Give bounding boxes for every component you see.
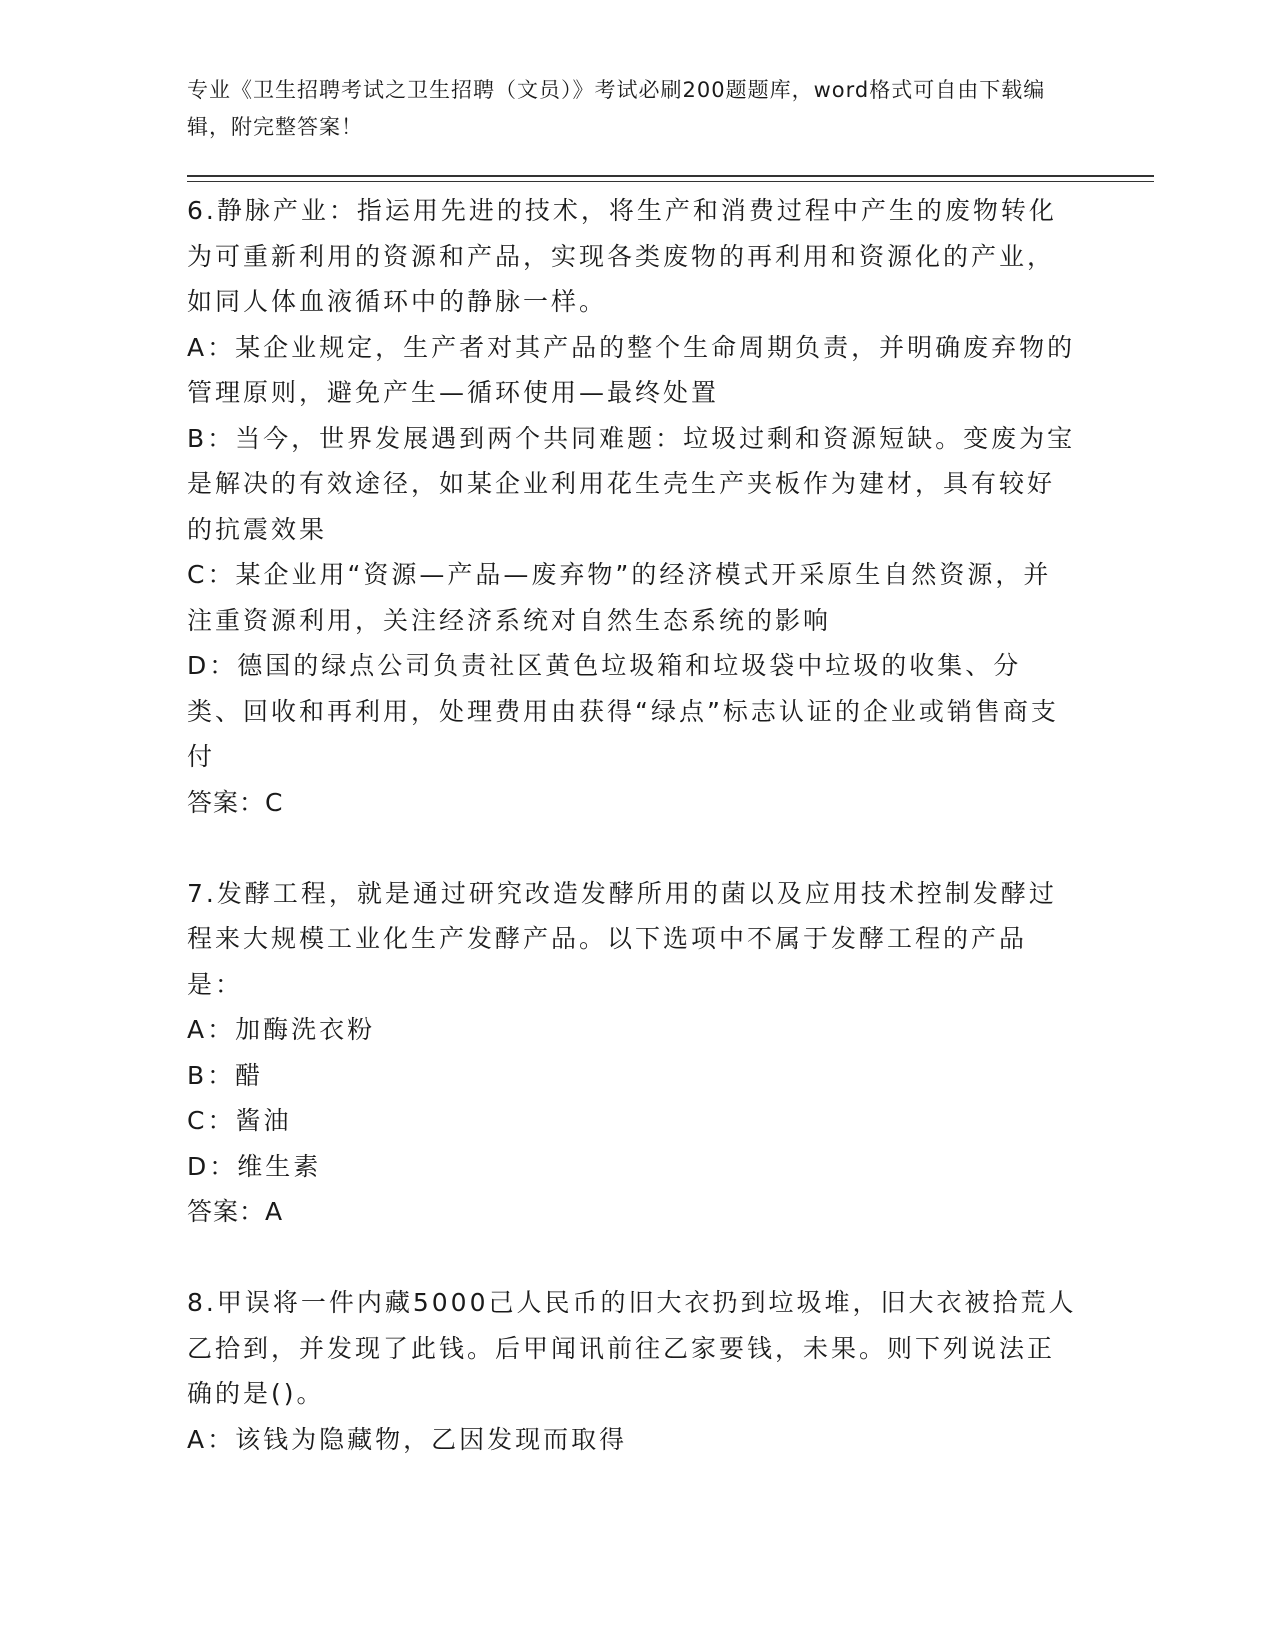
- document-header: [187, 72, 1067, 146]
- question-8: [187, 1280, 1077, 1462]
- option-a: A：某企业规定，生产者对其产品的整个生命周期负责，并明确废弃物的管理原则，避免产生—循环使用—最终处置: [187, 332, 1076, 407]
- question-stem: 6.静脉产业：指运用先进的技术，将生产和消费过程中产生的废物转化为可重新利用的资源和产品，实现各类废物的再利用和资源化的产业，如同人体血液循环中的静脉一样。: [187, 196, 1057, 316]
- option-a: A：该钱为隐藏物，乙因发现而取得: [187, 1424, 628, 1454]
- header-divider-thick: [187, 175, 1154, 177]
- option-a: A：加酶洗衣粉: [187, 1015, 376, 1044]
- option-d: D：德国的绿点公司负责社区黄色垃圾箱和垃圾袋中垃圾的收集、分类、回收和再利用，处理费用由获得“绿点”标志认证的企业或销售商支付: [187, 651, 1059, 771]
- question-6: [187, 188, 1077, 825]
- header-divider-thin: [187, 181, 1154, 182]
- option-c: C：酱油: [187, 1106, 292, 1135]
- header-text: 专业《卫生招聘考试之卫生招聘（文员）》考试必刷200题题库，word格式可自由下载编辑，附完整答案！: [187, 78, 1046, 139]
- question-stem: 7.发酵工程，就是通过研究改造发酵所用的菌以及应用技术控制发酵过程来大规模工业化生产发酵产品。以下选项中不属于发酵工程的产品是：: [187, 878, 1057, 999]
- question-stem: 8.甲误将一件内藏5000己人民币的旧大衣扔到垃圾堆，旧大衣被拾荒人乙拾到，并发现了此钱。后甲闻讯前往乙家要钱，未果。则下列说法正确的是()。: [187, 1288, 1077, 1408]
- option-c: C：某企业用“资源—产品—废弃物”的经济模式开采原生自然资源，并注重资源利用，关注经济系统对自然生态系统的影响: [187, 560, 1052, 635]
- option-d: D：维生素: [187, 1151, 322, 1181]
- option-b: B：醋: [187, 1060, 264, 1090]
- answer-line: 答案：C: [187, 787, 284, 817]
- question-7: [187, 871, 1077, 1235]
- spacer: [187, 825, 1077, 871]
- question-list: [187, 188, 1077, 1462]
- option-b: B：当今，世界发展遇到两个共同难题：垃圾过剩和资源短缺。变废为宝是解决的有效途径，如某企业利用花生壳生产夹板作为建材，具有较好的抗震效果: [187, 423, 1076, 544]
- spacer: [187, 1235, 1077, 1281]
- answer-line: 答案：A: [187, 1197, 284, 1226]
